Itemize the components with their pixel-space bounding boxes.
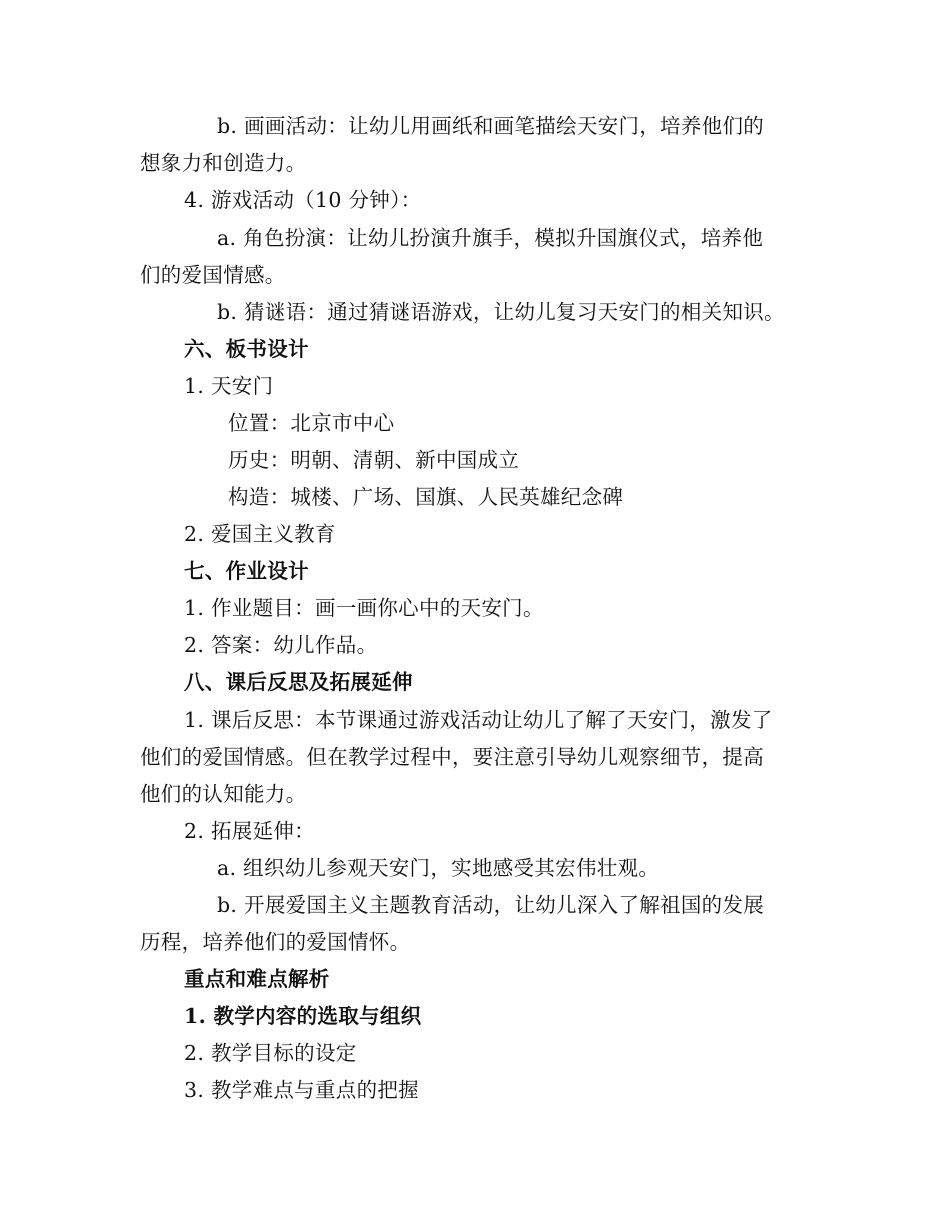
section-heading: 七、作业设计 [184,559,309,583]
paragraph-line: 们的爱国情感。 [140,263,286,287]
paragraph-line: 想象力和创造力。 [140,151,307,175]
section-heading: 重点和难点解析 [184,967,330,991]
paragraph-line: b. 画画活动：让幼儿用画纸和画笔描绘天安门，培养他们的 [217,114,765,138]
detail-line: 位置：北京市中心 [228,411,395,435]
paragraph-line: 他们的爱国情感。但在教学过程中，要注意引导幼儿观察细节，提高 [140,745,764,769]
paragraph-line: b. 猜谜语：通过猜谜语游戏，让幼儿复习天安门的相关知识。 [217,300,785,324]
paragraph-line: 历程，培养他们的爱国情怀。 [140,930,411,954]
paragraph-line: b. 开展爱国主义主题教育活动，让幼儿深入了解祖国的发展 [217,893,765,917]
section-heading: 六、板书设计 [184,337,309,361]
paragraph-line: a. 组织幼儿参观天安门，实地感受其宏伟壮观。 [217,856,660,880]
list-item: 2. 答案：幼儿作品。 [184,633,378,657]
list-item: 1. 课后反思：本节课通过游戏活动让幼儿了解了天安门，激发了 [184,708,773,732]
detail-line: 构造：城楼、广场、国旗、人民英雄纪念碑 [228,485,624,509]
list-item: 1. 天安门 [184,374,274,398]
list-item: 1. 作业题目：画一画你心中的天安门。 [184,596,544,620]
list-item: 2. 教学目标的设定 [184,1041,357,1065]
list-item: 1. 教学内容的选取与组织 [184,1004,422,1028]
list-item: 3. 教学难点与重点的把握 [184,1078,419,1102]
list-item: 2. 爱国主义教育 [184,522,336,546]
detail-line: 历史：明朝、清朝、新中国成立 [228,448,520,472]
list-item: 2. 拓展延伸： [184,819,315,843]
list-item: 4. 游戏活动（10 分钟）： [184,188,422,212]
paragraph-line: 他们的认知能力。 [140,782,307,806]
paragraph-line: a. 角色扮演：让幼儿扮演升旗手，模拟升国旗仪式，培养他 [217,226,764,250]
section-heading: 八、课后反思及拓展延伸 [184,670,413,694]
